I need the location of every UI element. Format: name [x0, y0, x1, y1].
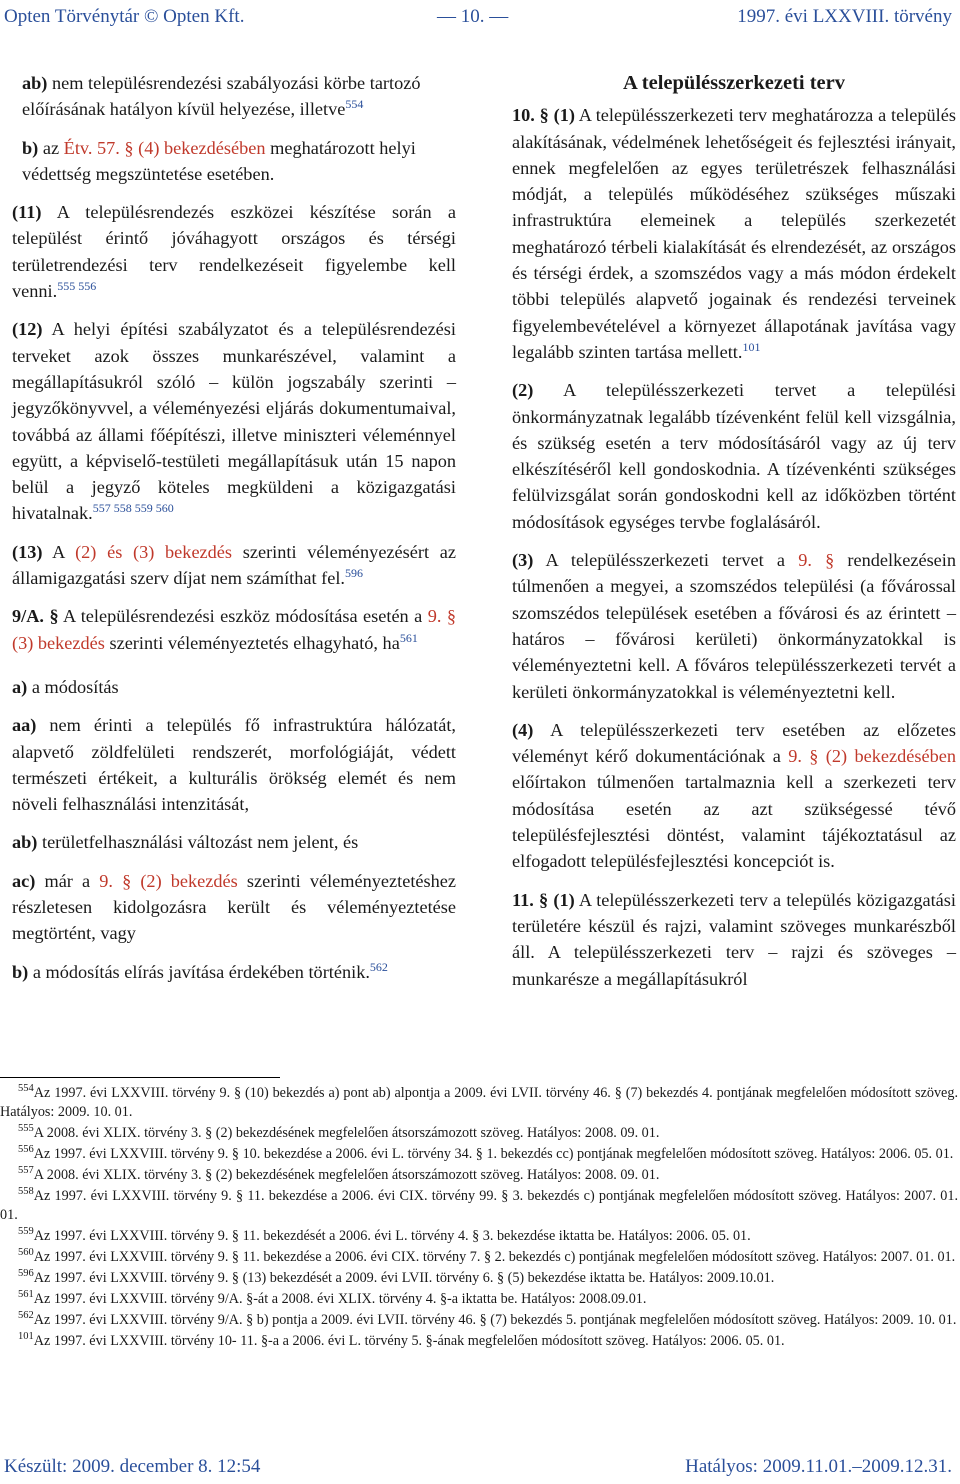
footnote-number: 556 [18, 1143, 34, 1155]
footnote-text: Az 1997. évi LXXVIII. törvény 9/A. §-át a 2008. évi XLIX. törvény 4. §-a iktatta be. Hatályos: 2008.09.01. [33, 1290, 647, 1307]
section-10-paragraph-4: (4) A településszerkezeti terv esetében az előzetes véleményt kérő dokumentációnak a 9. § (2) bekezdésében előírtakon túlmenően tartalmaznia kell a szerkezeti terv módosítása esetén az azt szükségessé tévő településfejlesztési döntést, valamint tájékoztatásul az elfogadott településfejlesztési koncepciót is. [512, 719, 956, 872]
link-9-2[interactable]: 9. § (2) bekezdés [99, 870, 238, 891]
point-a: a) a módosítás [12, 676, 119, 697]
footnote-item [0, 1332, 958, 1351]
section-10-paragraph-2: (2) A településszerkezeti tervet a települési önkormányzatnak legalább tízévenként felül kell vizsgálnia, és szükség esetén a terv módosításáról vagy az új terv elkészítéséről kell gondoskodnia. A tízévenkénti szükséges felülvizsgálat során gondoskodni kell az időközben történt módosítások egységes tervbe foglalásáról. [512, 380, 957, 532]
footnote-item [0, 1166, 958, 1185]
section-9a: 9/A. § A településrendezési eszköz módosítása esetén a 9. § (3) bekezdés szerinti véleményeztetés elhagyható, $ha^{561}$ [12, 606, 457, 653]
footnotes [0, 1077, 958, 1353]
footnote-list [0, 1084, 958, 1351]
paragraph-11: (11) A településrendezés eszközei készítése során a települést érintő jóváhagyott országos és térségi területrendezési terv rendelkezéseit figyelembe kell venni.$^{555 556}$ [12, 202, 456, 302]
footer-created: Készült: 2009. december 8. 12:54 [4, 1456, 261, 1477]
footnote-item [0, 1145, 958, 1164]
footnote-text: Az 1997. évi LXXVIII. törvény 10- 11. §-a a 2006. évi L. törvény 5. §-ának megfelelően módosított szöveg. Hatályos: 2006. 05. 01. [33, 1333, 785, 1350]
footnote-ref-557-560[interactable]: 557 558 559 560 [92, 501, 174, 516]
footnote-item [0, 1311, 958, 1330]
link-9-2-right[interactable]: 9. § (2) bekezdésében [788, 746, 956, 767]
point-b: b) az Étv. 57. § (4) bekezdésében meghatározott helyi védettség megszüntetése esetében. [22, 137, 416, 184]
header-publisher: Opten Törvénytár © Opten Kft. [4, 6, 245, 27]
footnote-text: Az 1997. évi LXXVIII. törvény 9/A. § b) pontja a 2009. évi LVII. törvény 46. § (7) bekezdés 5. pontjának megfelelően módosított szöveg. Hatályos: 2009. 10. 01. [33, 1312, 957, 1329]
paragraph-13: (13) A (2) és (3) bekezdés szerinti véleményezésért az államigazgatási szerv díjat nem számíthat fel.$^{596}$ [12, 541, 456, 589]
section-10-paragraph-3: (3) A településszerkezeti tervet a 9. § rendelkezésein túlmenően a megyei, a szomszédos települési (a fővárossal szomszédos települések esetében a fővárosi és az érintett – határos – fővárosi kerületi) önkormányzatokkal is véleményeztetni kell. A főváros településszerkezeti tervét a kerületi önkormányzatokkal is véleményeztetni kell. [512, 550, 957, 702]
footnote-text: Az 1997. évi LXXVIII. törvény 9. § (13) bekezdését a 2009. évi LVII. törvény 6. § (5) bekezdése iktatta be. Hatályos: 2009.10.01. [33, 1269, 775, 1286]
section-11-paragraph-1: 11. § (1) A településszerkezeti terv a település közigazgatási területére készül és rajzi, valamint szöveges munkarészből áll. A településszerkezeti terv – rajzi és szöveges – munkarésze a megállapításukról [512, 889, 956, 989]
footnote-item [0, 1084, 958, 1121]
footnote-number: 554 [18, 1083, 34, 1094]
footnote-item [0, 1124, 958, 1143]
footnote-text: Az 1997. évi LXXVIII. törvény 9. § (10) bekezdés a) pont ab) alpontja a 2009. évi LVII. törvény 46. § (7) bekezdés 4. pontjának megfelelően módosított szöveg. Hatályos: 2009. 10. 01. [0, 1085, 958, 1120]
footnote-number: 557 [18, 1164, 34, 1176]
footer-effective: Hatályos: 2009.11.01.–2009.12.31. [685, 1456, 952, 1477]
point-aa: aa) nem érinti a település fő infrastruktúra hálózatát, alapvető zöldfelületi rendszerét, morfológiáját, védett természeti értékeit, a kulturális örökség elemét és nem növeli felhasználási intenzitását, [12, 715, 456, 815]
footnote-ref-555-556[interactable]: 555 556 [57, 279, 97, 294]
footnote-ref-596[interactable]: 596 [345, 566, 363, 581]
link-etv-57[interactable]: Étv. 57. § (4) bekezdésében [63, 137, 266, 158]
footnote-text: Az 1997. évi LXXVIII. törvény 9. § 10. bekezdése a 2006. évi L. törvény 34. § 1. bekezdés cc) pontjának megfelelően módosított szöveg. Hatályos: 2006. 05. 01. [33, 1145, 954, 1162]
footnote-text: A 2008. évi XLIX. törvény 3. § (2) bekezdésének megfelelően átsorszámozott szöveg. Hatályos: 2008. 09. 01. [33, 1166, 660, 1183]
footnote-ref-554[interactable]: 554 [345, 97, 364, 112]
footnote-text: A 2008. évi XLIX. törvény 3. § (2) bekezdésének megfelelően átsorszámozott szöveg. Hatályos: 2008. 09. 01. [33, 1124, 660, 1141]
footnote-text: Az 1997. évi LXXVIII. törvény 9. § 11. bekezdése a 2006. évi CIX. törvény 7. § 2. bekezdés c) pontjának megfelelően módosított szöveg. Hatályos: 2007. 01. 01. [33, 1248, 956, 1265]
footnote-number: 559 [18, 1225, 34, 1237]
footnote-item [0, 1248, 958, 1267]
footnote-number: 560 [18, 1246, 34, 1258]
point-ab: ab) nem településrendezési szabályozási körbe tartozó előírásának hatályon kívül helyezése, illetve$^{554}$ [22, 73, 421, 120]
footnote-ref-101[interactable]: 101 [742, 339, 761, 354]
footnote-text: Az 1997. évi LXXVIII. törvény 9. § 11. bekezdését a 2006. évi L. törvény 4. § 3. bekezdése iktatta be. Hatályos: 2006. 05. 01. [33, 1227, 751, 1244]
link-9-3[interactable]: 9. § (3) bekezdés [12, 606, 457, 653]
footnote-number: 596 [18, 1267, 34, 1279]
footnote-text: Az 1997. évi LXXVIII. törvény 9. § 11. bekezdése a 2006. évi CIX. törvény 99. § 3. bekezdés c) pontjának megfelelően módosított szöveg. Hatályos: 2007. 01. 01. [0, 1187, 958, 1223]
section-title: A településszerkezeti terv [623, 72, 845, 94]
footnote-number: 558 [18, 1185, 34, 1197]
header-page-number: — 10. — [437, 6, 509, 27]
paragraph-12: (12) A helyi építési szabályzatot és a településrendezési terveket azok összes munkarészével, valamint a megállapításukról szóló – külön jogszabály szerinti – jegyzőkönyvvel, a véleményezési eljárás dokumentumaival, továbbá az állami főépítészi, illetve miniszteri véleménnyel együtt, a képviselő-testületi megállapításuk után 15 napon belül a jegyző köteles megküldeni a közigazgatási hivatalnak.$^{557 558 559 560}$ [12, 319, 456, 524]
right-column [512, 70, 956, 1004]
section-10-paragraph-1: 10. § (1) A településszerkezeti terv meghatározza a település alakításának, védelmének lehetőségeit és fejlesztési irányait, ennek megfelelően az egyes területrészek felhasználási módját, a település működéséhez szükséges műszaki infrastruktúra elemeinek a település szerkezetét meghatározó térbeli kialakítását és elrendezését, az országos és térségi érdek, a szomszédos vagy a más módon érdekelt többi település alapvető jogainak és rendezési terveinek figyelembevételével a környezet állapotának javítása vagy legalább szinten tartása mellett.$^{101}$ [512, 105, 956, 362]
footnote-number: 555 [18, 1122, 34, 1134]
page-footer [0, 1456, 960, 1480]
point-ac: ac) már a 9. § (2) bekezdés szerinti véleményeztetéshez részletesen kidolgozásra került és véleményeztetése megtörtént, vagy [12, 870, 456, 944]
footnote-item [0, 1269, 958, 1288]
header-law-title: 1997. évi LXXVIII. törvény [737, 6, 952, 27]
left-column [12, 70, 456, 997]
footnote-number: 101 [18, 1331, 34, 1343]
footnote-item [0, 1290, 958, 1309]
point-b2: b) a módosítás elírás javítása érdekében történik.$^{562}$ [12, 959, 388, 982]
footnote-ref-562[interactable]: 562 [369, 959, 388, 974]
footnote-item [0, 1227, 958, 1246]
footnote-ref-561[interactable]: 561 [399, 630, 418, 645]
point-ab2: ab) területfelhasználási változást nem jelent, és [12, 832, 359, 853]
footnote-number: 562 [18, 1310, 34, 1322]
link-bekezdes-2-3[interactable]: (2) és (3) bekezdés [75, 541, 233, 562]
footnote-separator [0, 1077, 280, 1078]
footnote-number: 561 [18, 1288, 34, 1300]
footnote-item [0, 1187, 958, 1224]
link-9[interactable]: 9. § [798, 550, 835, 571]
page-header [0, 6, 960, 30]
